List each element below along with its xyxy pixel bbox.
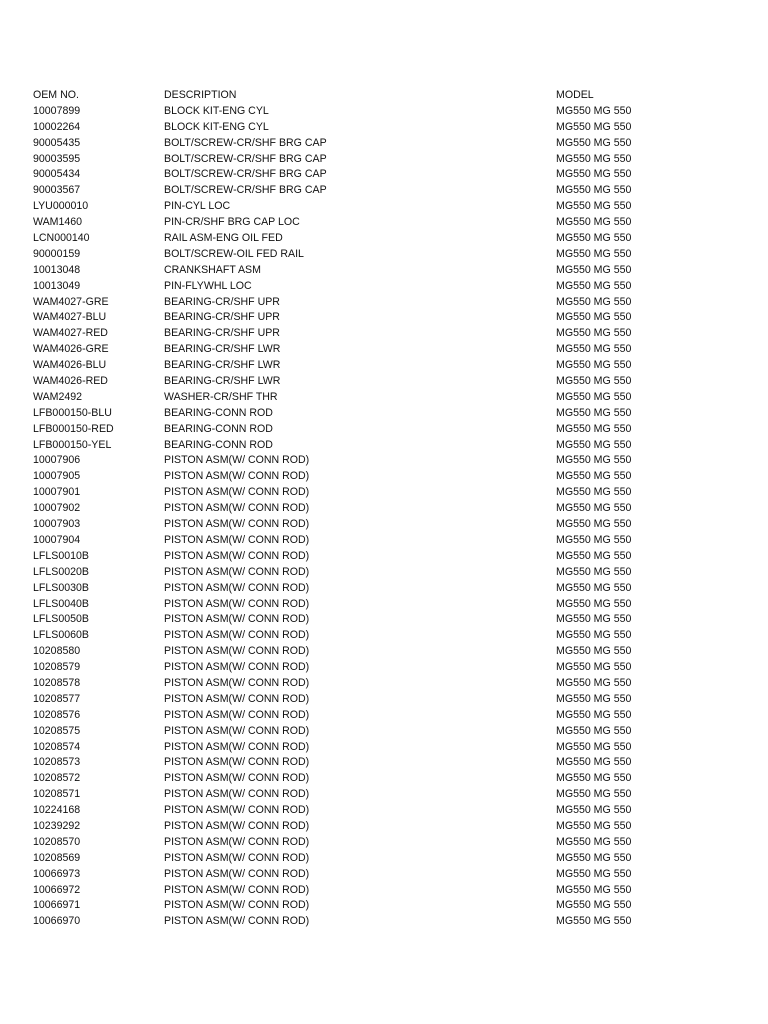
header-oem-no: OEM NO. xyxy=(33,89,79,101)
cell-oem-no: LFLS0030B xyxy=(33,581,89,594)
cell-description: PISTON ASM(W/ CONN ROD) xyxy=(164,915,310,928)
cell-oem-no: 90003567 xyxy=(33,184,81,197)
cell-oem-no: WAM4026-BLU xyxy=(33,359,107,372)
cell-model: MG550 MG 550 xyxy=(556,851,632,864)
table-row xyxy=(33,152,733,168)
cell-description: BEARING-CR/SHF UPR xyxy=(164,327,280,340)
cell-oem-no: 10208571 xyxy=(33,788,81,801)
cell-oem-no: LFLS0010B xyxy=(33,549,89,562)
cell-oem-no: 10224168 xyxy=(33,804,81,817)
cell-model: MG550 MG 550 xyxy=(556,899,632,912)
cell-description: PISTON ASM(W/ CONN ROD) xyxy=(164,772,310,785)
cell-description: BEARING-CONN ROD xyxy=(164,422,273,435)
cell-model: MG550 MG 550 xyxy=(556,740,632,753)
cell-oem-no: 10007905 xyxy=(33,470,81,483)
table-row xyxy=(33,644,733,660)
cell-model: MG550 MG 550 xyxy=(556,247,632,260)
cell-oem-no: 10208577 xyxy=(33,692,81,705)
cell-oem-no: 10013049 xyxy=(33,279,81,292)
table-row xyxy=(33,120,733,136)
cell-description: PISTON ASM(W/ CONN ROD) xyxy=(164,486,310,499)
table-row xyxy=(33,692,733,708)
table-row xyxy=(33,453,733,469)
table-row xyxy=(33,231,733,247)
cell-model: MG550 MG 550 xyxy=(556,454,632,467)
cell-model: MG550 MG 550 xyxy=(556,120,632,133)
cell-oem-no: LFB000150-RED xyxy=(33,422,114,435)
table-header-row xyxy=(33,88,733,104)
cell-model: MG550 MG 550 xyxy=(556,597,632,610)
header-model: MODEL xyxy=(556,89,594,101)
table-row xyxy=(33,501,733,517)
table-row xyxy=(33,660,733,676)
cell-description: WASHER-CR/SHF THR xyxy=(164,390,278,403)
cell-model: MG550 MG 550 xyxy=(556,136,632,149)
cell-model: MG550 MG 550 xyxy=(556,152,632,165)
table-row xyxy=(33,787,733,803)
cell-description: PISTON ASM(W/ CONN ROD) xyxy=(164,724,310,737)
cell-oem-no: 10208570 xyxy=(33,835,81,848)
cell-oem-no: 10066971 xyxy=(33,899,81,912)
cell-description: BOLT/SCREW-CR/SHF BRG CAP xyxy=(164,152,327,165)
table-row xyxy=(33,898,733,914)
cell-description: BEARING-CR/SHF LWR xyxy=(164,343,281,356)
cell-model: MG550 MG 550 xyxy=(556,502,632,515)
cell-description: BEARING-CONN ROD xyxy=(164,438,273,451)
cell-oem-no: LFB000150-BLU xyxy=(33,406,112,419)
cell-model: MG550 MG 550 xyxy=(556,295,632,308)
cell-model: MG550 MG 550 xyxy=(556,533,632,546)
cell-description: PISTON ASM(W/ CONN ROD) xyxy=(164,629,310,642)
table-row xyxy=(33,612,733,628)
cell-description: PISTON ASM(W/ CONN ROD) xyxy=(164,756,310,769)
cell-model: MG550 MG 550 xyxy=(556,279,632,292)
cell-description: PISTON ASM(W/ CONN ROD) xyxy=(164,454,310,467)
cell-description: BOLT/SCREW-CR/SHF BRG CAP xyxy=(164,136,327,149)
table-row xyxy=(33,247,733,263)
cell-model: MG550 MG 550 xyxy=(556,804,632,817)
table-row xyxy=(33,390,733,406)
cell-description: PISTON ASM(W/ CONN ROD) xyxy=(164,549,310,562)
table-row xyxy=(33,104,733,120)
table-row xyxy=(33,342,733,358)
cell-oem-no: 10239292 xyxy=(33,819,81,832)
table-row xyxy=(33,517,733,533)
cell-model: MG550 MG 550 xyxy=(556,359,632,372)
cell-description: PISTON ASM(W/ CONN ROD) xyxy=(164,518,310,531)
cell-model: MG550 MG 550 xyxy=(556,549,632,562)
cell-model: MG550 MG 550 xyxy=(556,581,632,594)
table-row xyxy=(33,771,733,787)
table-row xyxy=(33,199,733,215)
table-row xyxy=(33,597,733,613)
cell-description: PISTON ASM(W/ CONN ROD) xyxy=(164,565,310,578)
cell-description: PISTON ASM(W/ CONN ROD) xyxy=(164,851,310,864)
table-row xyxy=(33,724,733,740)
table-row xyxy=(33,676,733,692)
cell-oem-no: 10013048 xyxy=(33,263,81,276)
cell-model: MG550 MG 550 xyxy=(556,311,632,324)
table-row xyxy=(33,136,733,152)
table-row xyxy=(33,295,733,311)
cell-oem-no: LFLS0020B xyxy=(33,565,89,578)
cell-description: PISTON ASM(W/ CONN ROD) xyxy=(164,597,310,610)
cell-model: MG550 MG 550 xyxy=(556,327,632,340)
table-row xyxy=(33,215,733,231)
table-body xyxy=(33,104,733,930)
table-row xyxy=(33,326,733,342)
cell-description: BEARING-CR/SHF LWR xyxy=(164,359,281,372)
cell-oem-no: 10007902 xyxy=(33,502,81,515)
cell-oem-no: 10066973 xyxy=(33,867,81,880)
cell-oem-no: 10066972 xyxy=(33,883,81,896)
cell-model: MG550 MG 550 xyxy=(556,216,632,229)
cell-description: PISTON ASM(W/ CONN ROD) xyxy=(164,692,310,705)
cell-description: BOLT/SCREW-CR/SHF BRG CAP xyxy=(164,184,327,197)
table-row xyxy=(33,819,733,835)
cell-oem-no: 10208576 xyxy=(33,708,81,721)
table-row xyxy=(33,708,733,724)
cell-description: PISTON ASM(W/ CONN ROD) xyxy=(164,645,310,658)
parts-table xyxy=(33,88,733,930)
cell-oem-no: LFLS0050B xyxy=(33,613,89,626)
cell-model: MG550 MG 550 xyxy=(556,883,632,896)
cell-model: MG550 MG 550 xyxy=(556,867,632,880)
table-row xyxy=(33,628,733,644)
cell-model: MG550 MG 550 xyxy=(556,613,632,626)
table-row xyxy=(33,755,733,771)
cell-model: MG550 MG 550 xyxy=(556,724,632,737)
cell-description: PISTON ASM(W/ CONN ROD) xyxy=(164,708,310,721)
cell-description: PISTON ASM(W/ CONN ROD) xyxy=(164,661,310,674)
cell-model: MG550 MG 550 xyxy=(556,518,632,531)
cell-oem-no: 10007899 xyxy=(33,104,81,117)
cell-oem-no: LFB000150-YEL xyxy=(33,438,112,451)
cell-oem-no: WAM1460 xyxy=(33,216,83,229)
cell-model: MG550 MG 550 xyxy=(556,406,632,419)
cell-description: PISTON ASM(W/ CONN ROD) xyxy=(164,867,310,880)
cell-oem-no: WAM2492 xyxy=(33,390,83,403)
cell-model: MG550 MG 550 xyxy=(556,232,632,245)
cell-oem-no: WAM4026-RED xyxy=(33,375,108,388)
table-row xyxy=(33,883,733,899)
cell-description: BLOCK KIT-ENG CYL xyxy=(164,120,269,133)
cell-oem-no: LCN000140 xyxy=(33,232,90,245)
cell-description: PISTON ASM(W/ CONN ROD) xyxy=(164,470,310,483)
cell-description: BEARING-CR/SHF UPR xyxy=(164,311,280,324)
cell-oem-no: 90005434 xyxy=(33,168,81,181)
table-row xyxy=(33,533,733,549)
cell-model: MG550 MG 550 xyxy=(556,486,632,499)
cell-description: BEARING-CR/SHF UPR xyxy=(164,295,280,308)
table-row xyxy=(33,167,733,183)
cell-oem-no: LYU000010 xyxy=(33,200,89,213)
table-row xyxy=(33,914,733,930)
cell-model: MG550 MG 550 xyxy=(556,835,632,848)
cell-model: MG550 MG 550 xyxy=(556,470,632,483)
cell-description: CRANKSHAFT ASM xyxy=(164,263,261,276)
cell-oem-no: WAM4027-RED xyxy=(33,327,108,340)
cell-description: BOLT/SCREW-OIL FED RAIL xyxy=(164,247,304,260)
cell-description: PISTON ASM(W/ CONN ROD) xyxy=(164,676,310,689)
cell-oem-no: 10208573 xyxy=(33,756,81,769)
cell-oem-no: 10208580 xyxy=(33,645,81,658)
cell-model: MG550 MG 550 xyxy=(556,438,632,451)
table-row xyxy=(33,422,733,438)
table-row xyxy=(33,310,733,326)
cell-model: MG550 MG 550 xyxy=(556,819,632,832)
cell-model: MG550 MG 550 xyxy=(556,375,632,388)
cell-description: BEARING-CONN ROD xyxy=(164,406,273,419)
table-row xyxy=(33,485,733,501)
cell-model: MG550 MG 550 xyxy=(556,645,632,658)
cell-oem-no: WAM4027-GRE xyxy=(33,295,109,308)
cell-description: PISTON ASM(W/ CONN ROD) xyxy=(164,883,310,896)
cell-oem-no: 10208578 xyxy=(33,676,81,689)
cell-description: RAIL ASM-ENG OIL FED xyxy=(164,232,283,245)
table-row xyxy=(33,835,733,851)
cell-model: MG550 MG 550 xyxy=(556,422,632,435)
cell-description: PISTON ASM(W/ CONN ROD) xyxy=(164,613,310,626)
table-row xyxy=(33,740,733,756)
cell-description: PIN-CYL LOC xyxy=(164,200,231,213)
cell-description: PISTON ASM(W/ CONN ROD) xyxy=(164,788,310,801)
cell-oem-no: 10066970 xyxy=(33,915,81,928)
cell-description: PISTON ASM(W/ CONN ROD) xyxy=(164,533,310,546)
cell-model: MG550 MG 550 xyxy=(556,168,632,181)
cell-description: PISTON ASM(W/ CONN ROD) xyxy=(164,899,310,912)
cell-description: PIN-CR/SHF BRG CAP LOC xyxy=(164,216,300,229)
cell-model: MG550 MG 550 xyxy=(556,629,632,642)
cell-description: BLOCK KIT-ENG CYL xyxy=(164,104,269,117)
table-row xyxy=(33,438,733,454)
cell-oem-no: LFLS0060B xyxy=(33,629,89,642)
cell-model: MG550 MG 550 xyxy=(556,104,632,117)
cell-model: MG550 MG 550 xyxy=(556,390,632,403)
table-row xyxy=(33,851,733,867)
cell-description: BOLT/SCREW-CR/SHF BRG CAP xyxy=(164,168,327,181)
cell-model: MG550 MG 550 xyxy=(556,788,632,801)
cell-oem-no: 10007901 xyxy=(33,486,81,499)
table-row xyxy=(33,406,733,422)
table-row xyxy=(33,263,733,279)
cell-oem-no: 10007904 xyxy=(33,533,81,546)
cell-model: MG550 MG 550 xyxy=(556,692,632,705)
table-row xyxy=(33,183,733,199)
cell-model: MG550 MG 550 xyxy=(556,756,632,769)
cell-oem-no: 10007903 xyxy=(33,518,81,531)
table-row xyxy=(33,279,733,295)
cell-description: PIN-FLYWHL LOC xyxy=(164,279,252,292)
cell-description: PISTON ASM(W/ CONN ROD) xyxy=(164,502,310,515)
cell-model: MG550 MG 550 xyxy=(556,184,632,197)
table-row xyxy=(33,374,733,390)
cell-oem-no: 10208575 xyxy=(33,724,81,737)
cell-description: PISTON ASM(W/ CONN ROD) xyxy=(164,819,310,832)
cell-description: PISTON ASM(W/ CONN ROD) xyxy=(164,581,310,594)
table-row xyxy=(33,469,733,485)
cell-oem-no: 90005435 xyxy=(33,136,81,149)
cell-oem-no: 90003595 xyxy=(33,152,81,165)
cell-oem-no: 90000159 xyxy=(33,247,81,260)
table-row xyxy=(33,549,733,565)
cell-model: MG550 MG 550 xyxy=(556,915,632,928)
cell-model: MG550 MG 550 xyxy=(556,772,632,785)
cell-oem-no: 10208569 xyxy=(33,851,81,864)
cell-oem-no: 10208579 xyxy=(33,661,81,674)
cell-description: PISTON ASM(W/ CONN ROD) xyxy=(164,740,310,753)
cell-oem-no: WAM4027-BLU xyxy=(33,311,107,324)
cell-oem-no: 10208572 xyxy=(33,772,81,785)
cell-model: MG550 MG 550 xyxy=(556,200,632,213)
cell-oem-no: LFLS0040B xyxy=(33,597,89,610)
table-row xyxy=(33,803,733,819)
cell-model: MG550 MG 550 xyxy=(556,676,632,689)
cell-model: MG550 MG 550 xyxy=(556,565,632,578)
table-row xyxy=(33,867,733,883)
cell-model: MG550 MG 550 xyxy=(556,263,632,276)
cell-oem-no: 10007906 xyxy=(33,454,81,467)
cell-model: MG550 MG 550 xyxy=(556,708,632,721)
table-row xyxy=(33,581,733,597)
header-description: DESCRIPTION xyxy=(164,89,237,101)
cell-oem-no: WAM4026-GRE xyxy=(33,343,109,356)
cell-description: BEARING-CR/SHF LWR xyxy=(164,375,281,388)
table-row xyxy=(33,358,733,374)
cell-oem-no: 10208574 xyxy=(33,740,81,753)
cell-model: MG550 MG 550 xyxy=(556,343,632,356)
cell-oem-no: 10002264 xyxy=(33,120,81,133)
cell-description: PISTON ASM(W/ CONN ROD) xyxy=(164,835,310,848)
cell-description: PISTON ASM(W/ CONN ROD) xyxy=(164,804,310,817)
cell-model: MG550 MG 550 xyxy=(556,661,632,674)
table-row xyxy=(33,565,733,581)
